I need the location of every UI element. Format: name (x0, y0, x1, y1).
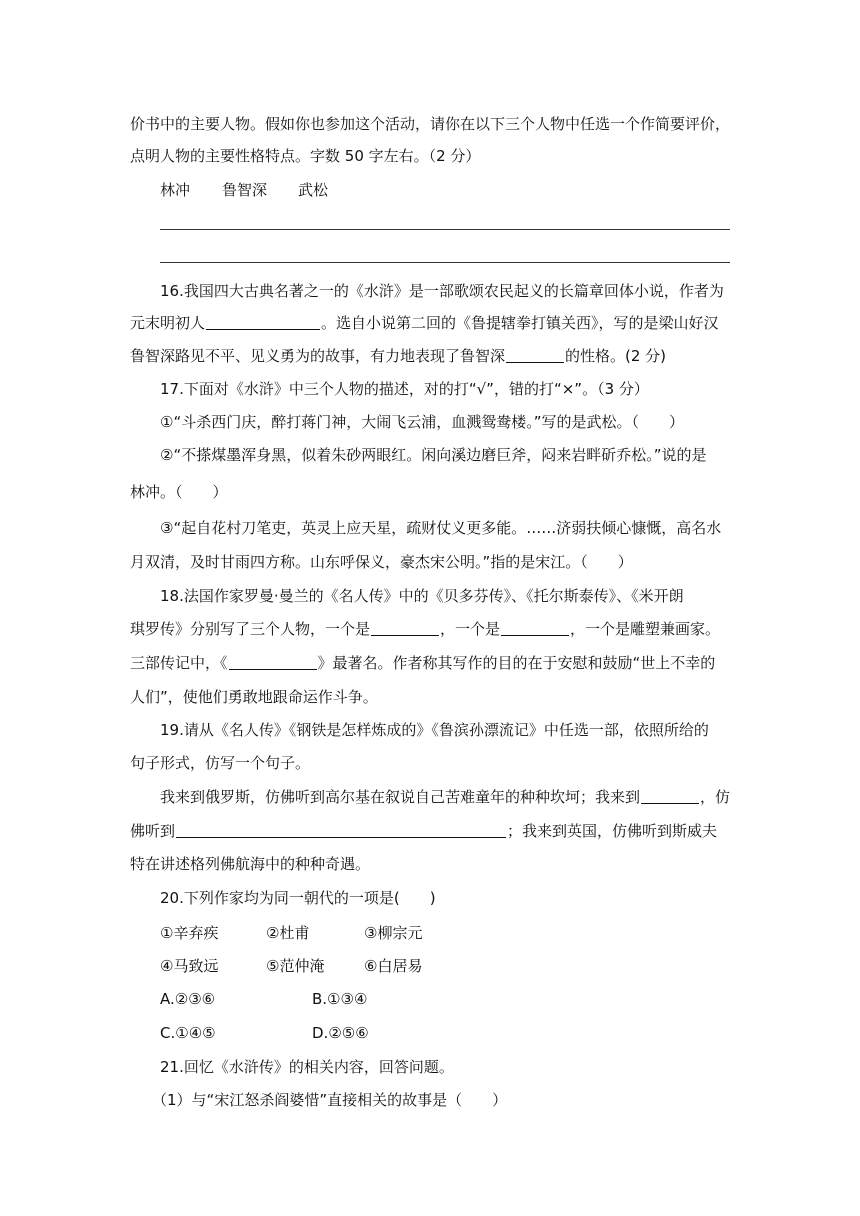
q17-item-3b: 月双清，及时甘雨四方称。山东呼保义，豪杰宋公明。”指的是宋江。（ ） (130, 553, 633, 571)
q19-text-b: ，仿 (700, 788, 731, 806)
author-3: ③柳宗元 (364, 924, 423, 942)
q17-stem: 17.下面对《水浒》中三个人物的描述，对的打“√”，错的打“×”。（3 分） (160, 380, 649, 398)
answer-line-2[interactable] (160, 262, 730, 263)
q19-text-d: ；我来到英国，仿佛听到斯威夫 (507, 822, 718, 840)
q19-text-c: 佛听到 (130, 822, 176, 840)
q21-stem: 21.回忆《水浒传》的相关内容，回答问题。 (160, 1058, 454, 1076)
q18-blank-2[interactable] (501, 621, 569, 636)
author-4: ④马致远 (160, 957, 219, 975)
q21-sub-1: （1）与“宋江怒杀阎婆惜”直接相关的故事是（ ） (152, 1091, 508, 1109)
q20-options-row-2 (160, 1023, 369, 1043)
q18-text-a: 琪罗传》分别写了三个人物，一个是 (130, 620, 371, 638)
q18-text-d: 三部传记中，《 (130, 654, 228, 672)
q19-text-a: 我来到俄罗斯，仿佛听到高尔基在叙说自己苦难童年的种种坎坷；我来到 (160, 788, 641, 806)
q19-blank-2[interactable] (176, 823, 506, 838)
q20-stem: 20.下列作家均为同一朝代的一项是( ) (160, 889, 436, 907)
option-b[interactable]: B.①③④ (312, 990, 368, 1008)
q18-text-e: 》最著名。作者称其写作的目的在于安慰和鼓励“世上不幸的 (317, 654, 716, 672)
q18-blank-1[interactable] (371, 621, 439, 636)
q16-line-3 (130, 346, 666, 366)
author-5: ⑤范仲淹 (266, 957, 325, 975)
q16-line-1: 16.我国四大古典名著之一的《水浒》是一部歌颂农民起义的长篇章回体小说，作者为 (160, 282, 724, 300)
q17-item-1: ①“斗杀西门庆，醉打蒋门神，大闹飞云浦，血溅鸳鸯楼。”写的是武松。（ ） (160, 413, 684, 431)
name-luzhishen: 鲁智深 (222, 181, 268, 199)
q16-trait-blank[interactable] (506, 348, 564, 363)
author-6: ⑥白居易 (364, 957, 423, 975)
q20-authors-row-2 (160, 956, 422, 976)
q19-line-4 (130, 821, 717, 841)
intro-line-2: 点明人物的主要性格特点。字数 50 字左右。（2 分） (130, 147, 481, 165)
q16-text-a: 元末明初人 (130, 314, 206, 332)
q18-line-1: 18.法国作家罗曼·曼兰的《名人传》中的《贝多芬传》、《托尔斯泰传》、《米开朗 (160, 587, 684, 605)
q16-text-b: 。选自小说第二回的《鲁提辖拳打镇关西》，写的是梁山好汉 (321, 314, 719, 332)
intro-line-1: 价书中的主要人物。假如你也参加这个活动，请你在以下三个人物中任选一个作简要评价， (130, 115, 731, 133)
option-c[interactable]: C.①④⑤ (160, 1024, 216, 1042)
q16-text-d: 的性格。(2 分) (565, 347, 667, 365)
q18-line-3 (130, 653, 715, 673)
answer-line-1[interactable] (160, 229, 730, 230)
q19-line-3 (160, 787, 730, 807)
option-a[interactable]: A.②③⑥ (160, 990, 216, 1008)
q19-blank-1[interactable] (641, 789, 699, 804)
q20-options-row-1 (160, 989, 367, 1009)
q20-authors-row-1 (160, 923, 422, 943)
q16-text-c: 鲁智深路见不平、见义勇为的故事，有力地表现了鲁智深 (130, 347, 506, 365)
name-linchong: 林冲 (160, 181, 191, 199)
q18-text-b: ，一个是 (440, 620, 501, 638)
q17-item-2a: ②“不搽煤墨浑身黑，似着朱砂两眼红。闲向溪边磨巨斧，闷来岩畔斫乔松。”说的是 (160, 446, 707, 464)
name-wusong: 武松 (298, 181, 329, 199)
q16-line-2 (130, 313, 719, 333)
q18-text-c: ，一个是雕塑兼画家。 (570, 620, 721, 638)
q18-line-2 (130, 619, 720, 639)
q18-blank-3[interactable] (229, 655, 317, 670)
author-1: ①辛弃疾 (160, 924, 219, 942)
q17-item-2b: 林冲。（ ） (130, 483, 228, 501)
q17-item-3a: ③“起自花村刀笔吏，英灵上应天星，疏财仗义更多能。……济弱扶倾心慷慨，高名水 (160, 519, 722, 537)
author-2: ②杜甫 (266, 924, 310, 942)
option-d[interactable]: D.②⑤⑥ (312, 1024, 369, 1042)
q19-line-5: 特在讲述格列佛航海中的种种奇遇。 (130, 855, 371, 873)
q19-line-1: 19.请从《名人传》《钢铁是怎样炼成的》《鲁滨孙漂流记》中任选一部，依照所给的 (160, 721, 709, 739)
q19-line-2: 句子形式，仿写一个句子。 (130, 754, 311, 772)
q16-author-blank[interactable] (206, 315, 320, 330)
character-names (160, 180, 328, 200)
q18-line-4: 人们”，使他们勇敢地跟命运作斗争。 (130, 688, 378, 706)
